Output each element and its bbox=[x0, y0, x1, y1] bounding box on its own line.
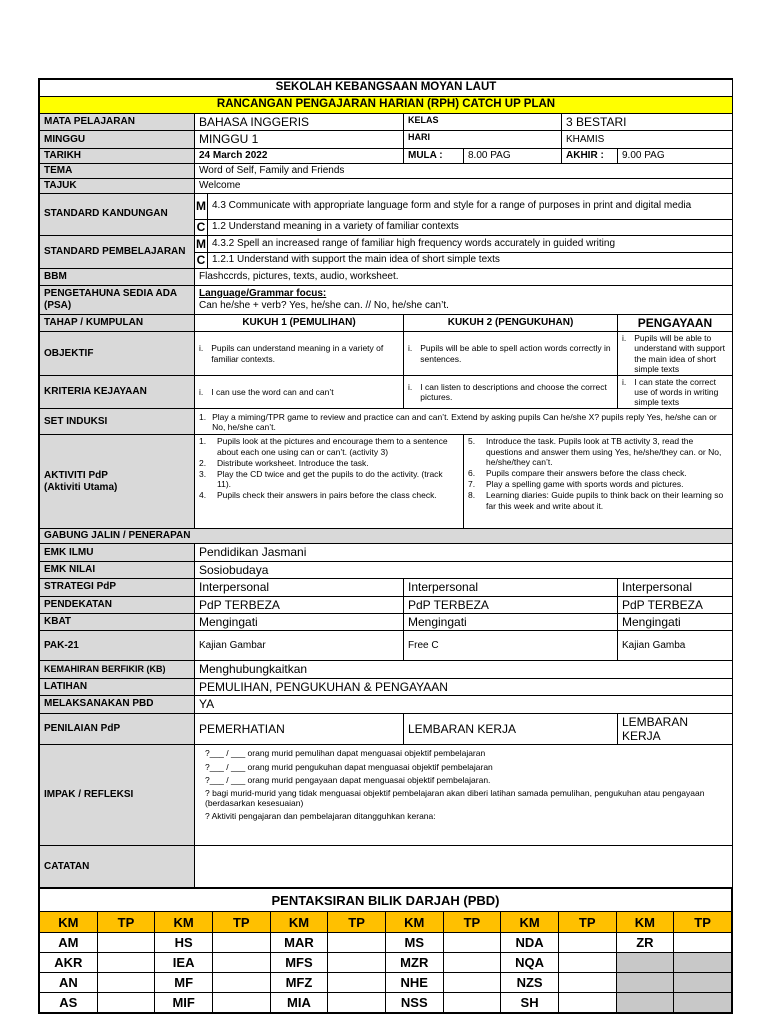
pbd-student: HS bbox=[155, 933, 213, 953]
pbd-header-tp: TP bbox=[212, 912, 270, 933]
start-value: 8.00 PAG bbox=[464, 148, 562, 163]
content-standard-m: 4.3 Communicate with appropriate language form and style for a range of purposes in print and digital media bbox=[208, 193, 733, 219]
pbd-tp-cell[interactable] bbox=[328, 973, 386, 993]
assessment-1: PEMERHATIAN bbox=[195, 713, 404, 745]
activity-step-text: Pupils look at the pictures and encourage them to a sentence about each one using can or can’t. (activity 3) bbox=[217, 436, 448, 457]
learning-c-marker: C bbox=[195, 252, 208, 268]
subject-value: BAHASA INGGERIS bbox=[195, 114, 404, 131]
pbd-student: MIA bbox=[270, 993, 328, 1013]
bbm-label: BBM bbox=[40, 268, 195, 285]
emk-ilmu-label: EMK ILMU bbox=[40, 544, 195, 561]
pbd-header-km: KM bbox=[385, 912, 443, 933]
activity-right bbox=[464, 435, 733, 529]
pbd-student: NDA bbox=[501, 933, 559, 953]
gabung-label: GABUNG JALIN / PENERAPAN bbox=[40, 529, 733, 544]
induction-label: SET INDUKSI bbox=[40, 409, 195, 435]
school-name: SEKOLAH KEBANGSAAN MOYAN LAUT bbox=[40, 80, 733, 97]
emk-nilai-value: Sosiobudaya bbox=[195, 561, 733, 578]
approach-2: PdP TERBEZA bbox=[404, 596, 618, 613]
pbd-student: NSS bbox=[385, 993, 443, 1013]
impact-line: ? bagi murid-murid yang tidak menguasai objektif pembelajaran akan diberi latihan samada pemulihan, pengukuhan atau pengayaan (berdasarkan kesesuaian) bbox=[205, 787, 705, 809]
notes-value[interactable] bbox=[195, 846, 733, 888]
pbd-tp-cell[interactable] bbox=[212, 933, 270, 953]
pbd-tp-cell[interactable] bbox=[212, 973, 270, 993]
pbd-tp-cell[interactable] bbox=[443, 953, 501, 973]
pbd-student bbox=[616, 973, 674, 993]
strategy-1: Interpersonal bbox=[195, 579, 404, 596]
pak21-1: Kajian Gambar bbox=[195, 631, 404, 661]
impact-line: ? Aktiviti pengajaran dan pembelajaran ditangguhkan kerana: bbox=[205, 811, 436, 822]
group-kukuh-2: KUKUH 2 (PENGUKUHAN) bbox=[404, 314, 618, 331]
psa-focus: Language/Grammar focus: bbox=[199, 287, 327, 299]
assessment-3: LEMBARAN KERJA bbox=[618, 713, 733, 745]
impact-label: IMPAK / REFLEKSI bbox=[40, 745, 195, 846]
rph-document bbox=[38, 78, 733, 1014]
activity-step bbox=[199, 436, 459, 456]
impact-line: ?___ / ___ orang murid pengukuhan dapat menguasai objektif pembelajaran bbox=[205, 761, 493, 772]
assessment-label: PENILAIAN PdP bbox=[40, 713, 195, 745]
pbd-tp-cell[interactable] bbox=[443, 993, 501, 1013]
pbd-tp-cell[interactable] bbox=[97, 953, 155, 973]
learning-standard-c: 1.2.1 Understand with support the main idea of short simple texts bbox=[208, 252, 733, 268]
notes-label: CATATAN bbox=[40, 846, 195, 888]
objective-k1: i. Pupils can understand meaning in a variety of familiar contexts. bbox=[195, 332, 404, 376]
pbd-student bbox=[616, 953, 674, 973]
learning-standard-label: STANDARD PEMBELAJARAN bbox=[40, 235, 195, 268]
pbd-header-km: KM bbox=[501, 912, 559, 933]
pbd-student: AS bbox=[40, 993, 98, 1013]
topic-value: Welcome bbox=[195, 178, 733, 193]
pbd-header-tp: TP bbox=[328, 912, 386, 933]
pbd-tp-cell[interactable] bbox=[674, 973, 732, 993]
kbat-1: Mengingati bbox=[195, 614, 404, 631]
activity-step-text: Play a spelling game with sports words and pictures. bbox=[486, 479, 684, 490]
day-label: HARI bbox=[404, 131, 562, 148]
kbat-3: Mengingati bbox=[618, 614, 733, 631]
psa-value bbox=[195, 285, 733, 314]
strategy-label: STRATEGI PdP bbox=[40, 579, 195, 596]
pbd-tp-cell[interactable] bbox=[212, 953, 270, 973]
latihan-value: PEMULIHAN, PENGUKUHAN & PENGAYAAN bbox=[195, 678, 733, 695]
pbd-tp-cell[interactable] bbox=[674, 953, 732, 973]
activity-step bbox=[199, 490, 459, 500]
plan-title: RANCANGAN PENGAJARAN HARIAN (RPH) CATCH UP PLAN bbox=[40, 97, 733, 114]
activity-step-number: 5. bbox=[468, 436, 476, 447]
objective-label: OBJEKTIF bbox=[40, 332, 195, 376]
pbd-student: AKR bbox=[40, 953, 98, 973]
activity-step bbox=[468, 479, 728, 489]
psa-label: PENGETAHUNA SEDIA ADA (PSA) bbox=[40, 285, 195, 314]
pbd-student: ZR bbox=[616, 933, 674, 953]
pbd-student: MAR bbox=[270, 933, 328, 953]
pbd-header-tp: TP bbox=[558, 912, 616, 933]
pbd-row bbox=[40, 993, 732, 1013]
strategy-2: Interpersonal bbox=[404, 579, 618, 596]
latihan-label: LATIHAN bbox=[40, 678, 195, 695]
psa-text: Can he/she + verb? Yes, he/she can. // No, he/she can’t. bbox=[199, 299, 449, 311]
pbd-tp-cell[interactable] bbox=[212, 993, 270, 1013]
activity-step-number: 4. bbox=[199, 490, 207, 501]
pbd-title: PENTAKSIRAN BILIK DARJAH (PBD) bbox=[40, 889, 732, 912]
pbd-student bbox=[616, 993, 674, 1013]
activity-label: AKTIVITI PdP (Aktiviti Utama) bbox=[40, 435, 195, 529]
pbd-tp-cell[interactable] bbox=[97, 973, 155, 993]
activity-list-right bbox=[468, 436, 728, 510]
activity-step-text: Learning diaries: Guide pupils to think back on their learning so far this week and write about it. bbox=[486, 490, 724, 511]
activity-step-text: Distribute worksheet. Introduce the task. bbox=[217, 457, 369, 468]
pbd-tp-cell[interactable] bbox=[328, 993, 386, 1013]
start-label: MULA : bbox=[404, 148, 464, 163]
pbd-exec-value: YA bbox=[195, 696, 733, 713]
pbd-tp-cell[interactable] bbox=[97, 933, 155, 953]
pbd-tp-cell[interactable] bbox=[674, 993, 732, 1013]
pbd-student: NZS bbox=[501, 973, 559, 993]
activity-step-text: Pupils compare their answers before the class check. bbox=[486, 468, 687, 479]
pbd-student: NQA bbox=[501, 953, 559, 973]
pbd-tp-cell[interactable] bbox=[674, 933, 732, 953]
pak21-2: Free C bbox=[404, 631, 618, 661]
content-standard-label: STANDARD KANDUNGAN bbox=[40, 193, 195, 235]
pbd-student: MZR bbox=[385, 953, 443, 973]
class-label: KELAS bbox=[404, 114, 562, 131]
week-label: MINGGU bbox=[40, 131, 195, 148]
approach-1: PdP TERBEZA bbox=[195, 596, 404, 613]
pbd-tp-cell[interactable] bbox=[558, 973, 616, 993]
pbd-student: MIF bbox=[155, 993, 213, 1013]
pbd-student: SH bbox=[501, 993, 559, 1013]
pbd-tp-cell[interactable] bbox=[558, 933, 616, 953]
kb-label: KEMAHIRAN BERFIKIR (KB) bbox=[40, 661, 195, 678]
approach-label: PENDEKATAN bbox=[40, 596, 195, 613]
pbd-tp-cell[interactable] bbox=[443, 933, 501, 953]
criteria-k1: i. I can use the word can and can’t bbox=[195, 375, 404, 409]
theme-value: Word of Self, Family and Friends bbox=[195, 163, 733, 178]
pbd-tp-cell[interactable] bbox=[558, 993, 616, 1013]
kbat-2: Mengingati bbox=[404, 614, 618, 631]
activity-left bbox=[195, 435, 464, 529]
activity-step bbox=[199, 469, 459, 489]
activity-step-text: Introduce the task. Pupils look at TB activity 3, read the questions and answer them using Yes, he/she/they can. or No, he/she/they can’t. bbox=[486, 436, 722, 467]
pbd-tp-cell[interactable] bbox=[328, 933, 386, 953]
pbd-table bbox=[39, 888, 732, 1013]
pbd-student: AM bbox=[40, 933, 98, 953]
activity-step-number: 7. bbox=[468, 479, 476, 490]
pbd-student: MFZ bbox=[270, 973, 328, 993]
topic-label: TAJUK bbox=[40, 178, 195, 193]
strategy-3: Interpersonal bbox=[618, 579, 733, 596]
bbm-value: Flashccrds, pictures, texts, audio, worksheet. bbox=[195, 268, 733, 285]
date-label: TARIKH bbox=[40, 148, 195, 163]
subject-label: MATA PELAJARAN bbox=[40, 114, 195, 131]
learning-m-marker: M bbox=[196, 236, 206, 251]
kb-value: Menghubungkaitkan bbox=[195, 661, 733, 678]
class-value: 3 BESTARI bbox=[562, 114, 733, 131]
end-label: AKHIR : bbox=[562, 148, 618, 163]
impact-lines bbox=[199, 748, 728, 821]
learning-standard-m: 4.3.2 Spell an increased range of familiar high frequency words accurately in guided writing bbox=[208, 235, 733, 252]
activity-step-text: Play the CD twice and get the pupils to do the activity. (track 11). bbox=[217, 469, 443, 490]
pbd-header-tp: TP bbox=[443, 912, 501, 933]
date-value: 24 March 2022 bbox=[195, 148, 404, 163]
activity-step-number: 3. bbox=[199, 469, 207, 480]
pbd-tp-cell[interactable] bbox=[443, 973, 501, 993]
activity-step bbox=[199, 458, 459, 468]
assessment-2: LEMBARAN KERJA bbox=[404, 713, 618, 745]
induction-value: 1. Play a miming/TPR game to review and practice can and can’t. Extend by asking pupils Can he/she X? pupils reply Yes, he/she can or No, he/she can’t. bbox=[195, 409, 733, 435]
end-value: 9.00 PAG bbox=[618, 148, 733, 163]
activity-step-number: 8. bbox=[468, 490, 476, 501]
pbd-header-tp: TP bbox=[674, 912, 732, 933]
pbd-tp-cell[interactable] bbox=[558, 953, 616, 973]
impact-line: ?___ / ___ orang murid pemulihan dapat menguasai objektif pembelajaran bbox=[205, 748, 486, 759]
activity-list-left bbox=[199, 436, 459, 500]
pbd-student: NHE bbox=[385, 973, 443, 993]
emk-ilmu-value: Pendidikan Jasmani bbox=[195, 544, 733, 561]
kbat-label: KBAT bbox=[40, 614, 195, 631]
activity-step bbox=[468, 468, 728, 478]
pbd-row bbox=[40, 933, 732, 953]
pbd-exec-label: MELAKSANAKAN PBD bbox=[40, 696, 195, 713]
activity-step bbox=[468, 490, 728, 510]
pak21-label: PAK-21 bbox=[40, 631, 195, 661]
content-standard-c: 1.2 Understand meaning in a variety of familiar contexts bbox=[208, 219, 733, 235]
groups-label: TAHAP / KUMPULAN bbox=[40, 314, 195, 331]
pak21-3: Kajian Gamba bbox=[618, 631, 733, 661]
activity-step bbox=[468, 436, 728, 467]
group-pengayaan: PENGAYAAN bbox=[618, 314, 733, 331]
pbd-tp-cell[interactable] bbox=[97, 993, 155, 1013]
content-c-marker: C bbox=[195, 219, 208, 235]
criteria-label: KRITERIA KEJAYAAN bbox=[40, 375, 195, 409]
pbd-student: AN bbox=[40, 973, 98, 993]
impact-line: ?___ / ___ orang murid pengayaan dapat menguasai objektif pembelajaran. bbox=[205, 774, 491, 785]
pbd-student: MS bbox=[385, 933, 443, 953]
pbd-student: IEA bbox=[155, 953, 213, 973]
criteria-k2: i. I can listen to descriptions and choose the correct pictures. bbox=[404, 375, 618, 409]
activity-step-text: Pupils check their answers in pairs before the class check. bbox=[217, 490, 437, 501]
pbd-header-km: KM bbox=[155, 912, 213, 933]
group-kukuh-1: KUKUH 1 (PEMULIHAN) bbox=[195, 314, 404, 331]
activity-step-number: 1. bbox=[199, 436, 207, 447]
objective-k3: i. Pupils will be able to understand with support the main idea of short simple texts bbox=[618, 332, 733, 376]
pbd-row bbox=[40, 973, 732, 993]
pbd-header-km: KM bbox=[40, 912, 98, 933]
activity-step-number: 6. bbox=[468, 468, 476, 479]
emk-nilai-label: EMK NILAI bbox=[40, 561, 195, 578]
theme-label: TEMA bbox=[40, 163, 195, 178]
pbd-header-km: KM bbox=[616, 912, 674, 933]
day-value: KHAMIS bbox=[562, 131, 733, 148]
rph-table bbox=[39, 79, 733, 888]
activity-step-number: 2. bbox=[199, 457, 207, 468]
pbd-header-tp: TP bbox=[97, 912, 155, 933]
pbd-student: MF bbox=[155, 973, 213, 993]
approach-3: PdP TERBEZA bbox=[618, 596, 733, 613]
pbd-student: MFS bbox=[270, 953, 328, 973]
impact-value bbox=[195, 745, 733, 846]
pbd-tp-cell[interactable] bbox=[328, 953, 386, 973]
pbd-header-km: KM bbox=[270, 912, 328, 933]
content-m-marker: M bbox=[195, 193, 208, 219]
objective-k2: i. Pupils will be able to spell action words correctly in sentences. bbox=[404, 332, 618, 376]
week-value: MINGGU 1 bbox=[195, 131, 404, 148]
criteria-k3: i. I can state the correct use of words in writing simple texts bbox=[618, 375, 733, 409]
pbd-row bbox=[40, 953, 732, 973]
